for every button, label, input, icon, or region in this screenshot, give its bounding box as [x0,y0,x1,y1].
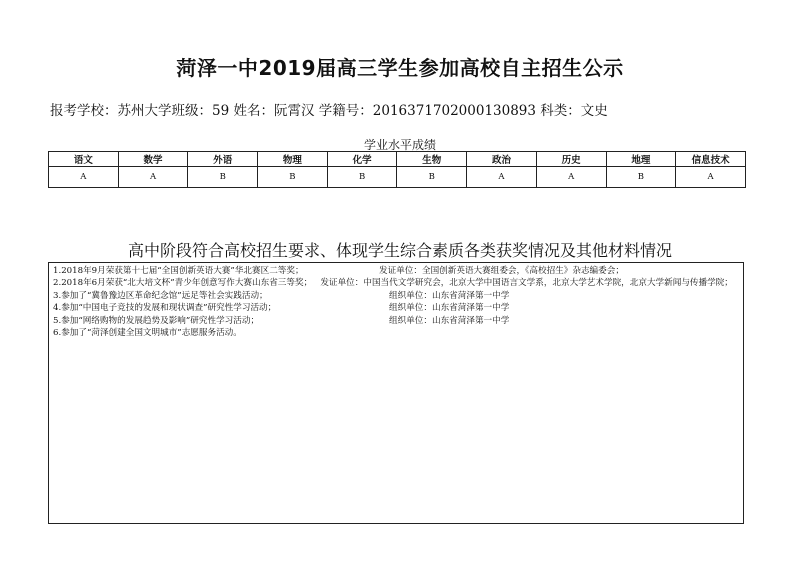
award-issuer: 发证单位：全国创新英语大赛组委会，《高校招生》杂志编委会； [379,266,624,276]
subject-header: 政治 [467,152,537,167]
award-item [53,302,739,314]
award-issuer: 发证单位：中国当代文学研究会，北京大学中国语言文学系，北京大学艺术学院，北京大学新闻与传播学院； [320,278,733,289]
school-value: 苏州大学 [117,103,172,119]
award-issuer: 组织单位：山东省菏泽第一中学 [389,303,510,314]
grade-cell: A [467,167,537,188]
awards-section-title: 高中阶段符合高校招生要求、体现学生综合素质各类获奖情况及其他材料情况 [127,241,672,260]
award-item [53,277,739,289]
school-label: 报考学校： [50,103,118,119]
award-issuer: 组织单位：山东省菏泽第一中学 [389,290,510,301]
track-label: 科类： [540,103,581,119]
grades-table [48,151,746,188]
award-item [53,265,739,277]
award-item [53,315,739,327]
grade-cell: A [118,167,188,188]
award-text: 4.参加“中国电子竞技的发展和现状调查”研究性学习活动； [53,303,277,314]
grades-header-row [49,152,746,167]
name-label: 姓名： [233,103,274,119]
class-value: 59 [212,103,230,119]
award-text: 5.参加“网络购物的发展趋势及影响”研究性学习活动； [53,315,260,326]
grade-cell: A [676,167,746,188]
grade-cell: B [188,167,258,188]
grades-value-row [49,167,746,188]
class-label: 班级： [171,103,212,119]
grades-section-title: 学业水平成绩 [363,138,436,152]
grade-cell: B [258,167,328,188]
award-text: 2.2018年6月荣获“北大培文杯”青少年创意写作大赛山东省三等奖； [53,278,313,289]
name-value: 阮霄汉 [273,103,315,119]
subject-header: 历史 [536,152,606,167]
subject-header: 语文 [49,152,119,167]
subject-header: 生物 [397,152,467,167]
subject-header: 数学 [118,152,188,167]
student-info [50,99,770,119]
subject-header: 物理 [258,152,328,167]
award-item [53,290,739,302]
student-id-value: 2016371702000130893 [372,103,536,119]
subject-header: 地理 [606,152,676,167]
subject-header: 化学 [327,152,397,167]
award-item [53,327,739,339]
award-text: 6.参加了“菏泽创建全国文明城市”志愿服务活动。 [53,328,242,339]
grade-cell: A [536,167,606,188]
track-value: 文史 [580,103,608,119]
page-title: 菏泽一中2019届高三学生参加高校自主招生公示 [176,56,624,80]
grade-cell: B [327,167,397,188]
award-text: 1.2018年9月荣获第十七届“全国创新英语大赛”华北赛区二等奖； [53,266,304,276]
subject-header: 信息技术 [676,152,746,167]
grade-cell: A [49,167,119,188]
subject-header: 外语 [188,152,258,167]
awards-box [48,262,744,524]
student-id-label: 学籍号： [318,103,373,119]
grade-cell: B [606,167,676,188]
award-text: 3.参加了“冀鲁豫边区革命纪念馆”远足等社会实践活动； [53,290,268,301]
award-issuer: 组织单位：山东省菏泽第一中学 [389,315,510,326]
grade-cell: B [397,167,467,188]
